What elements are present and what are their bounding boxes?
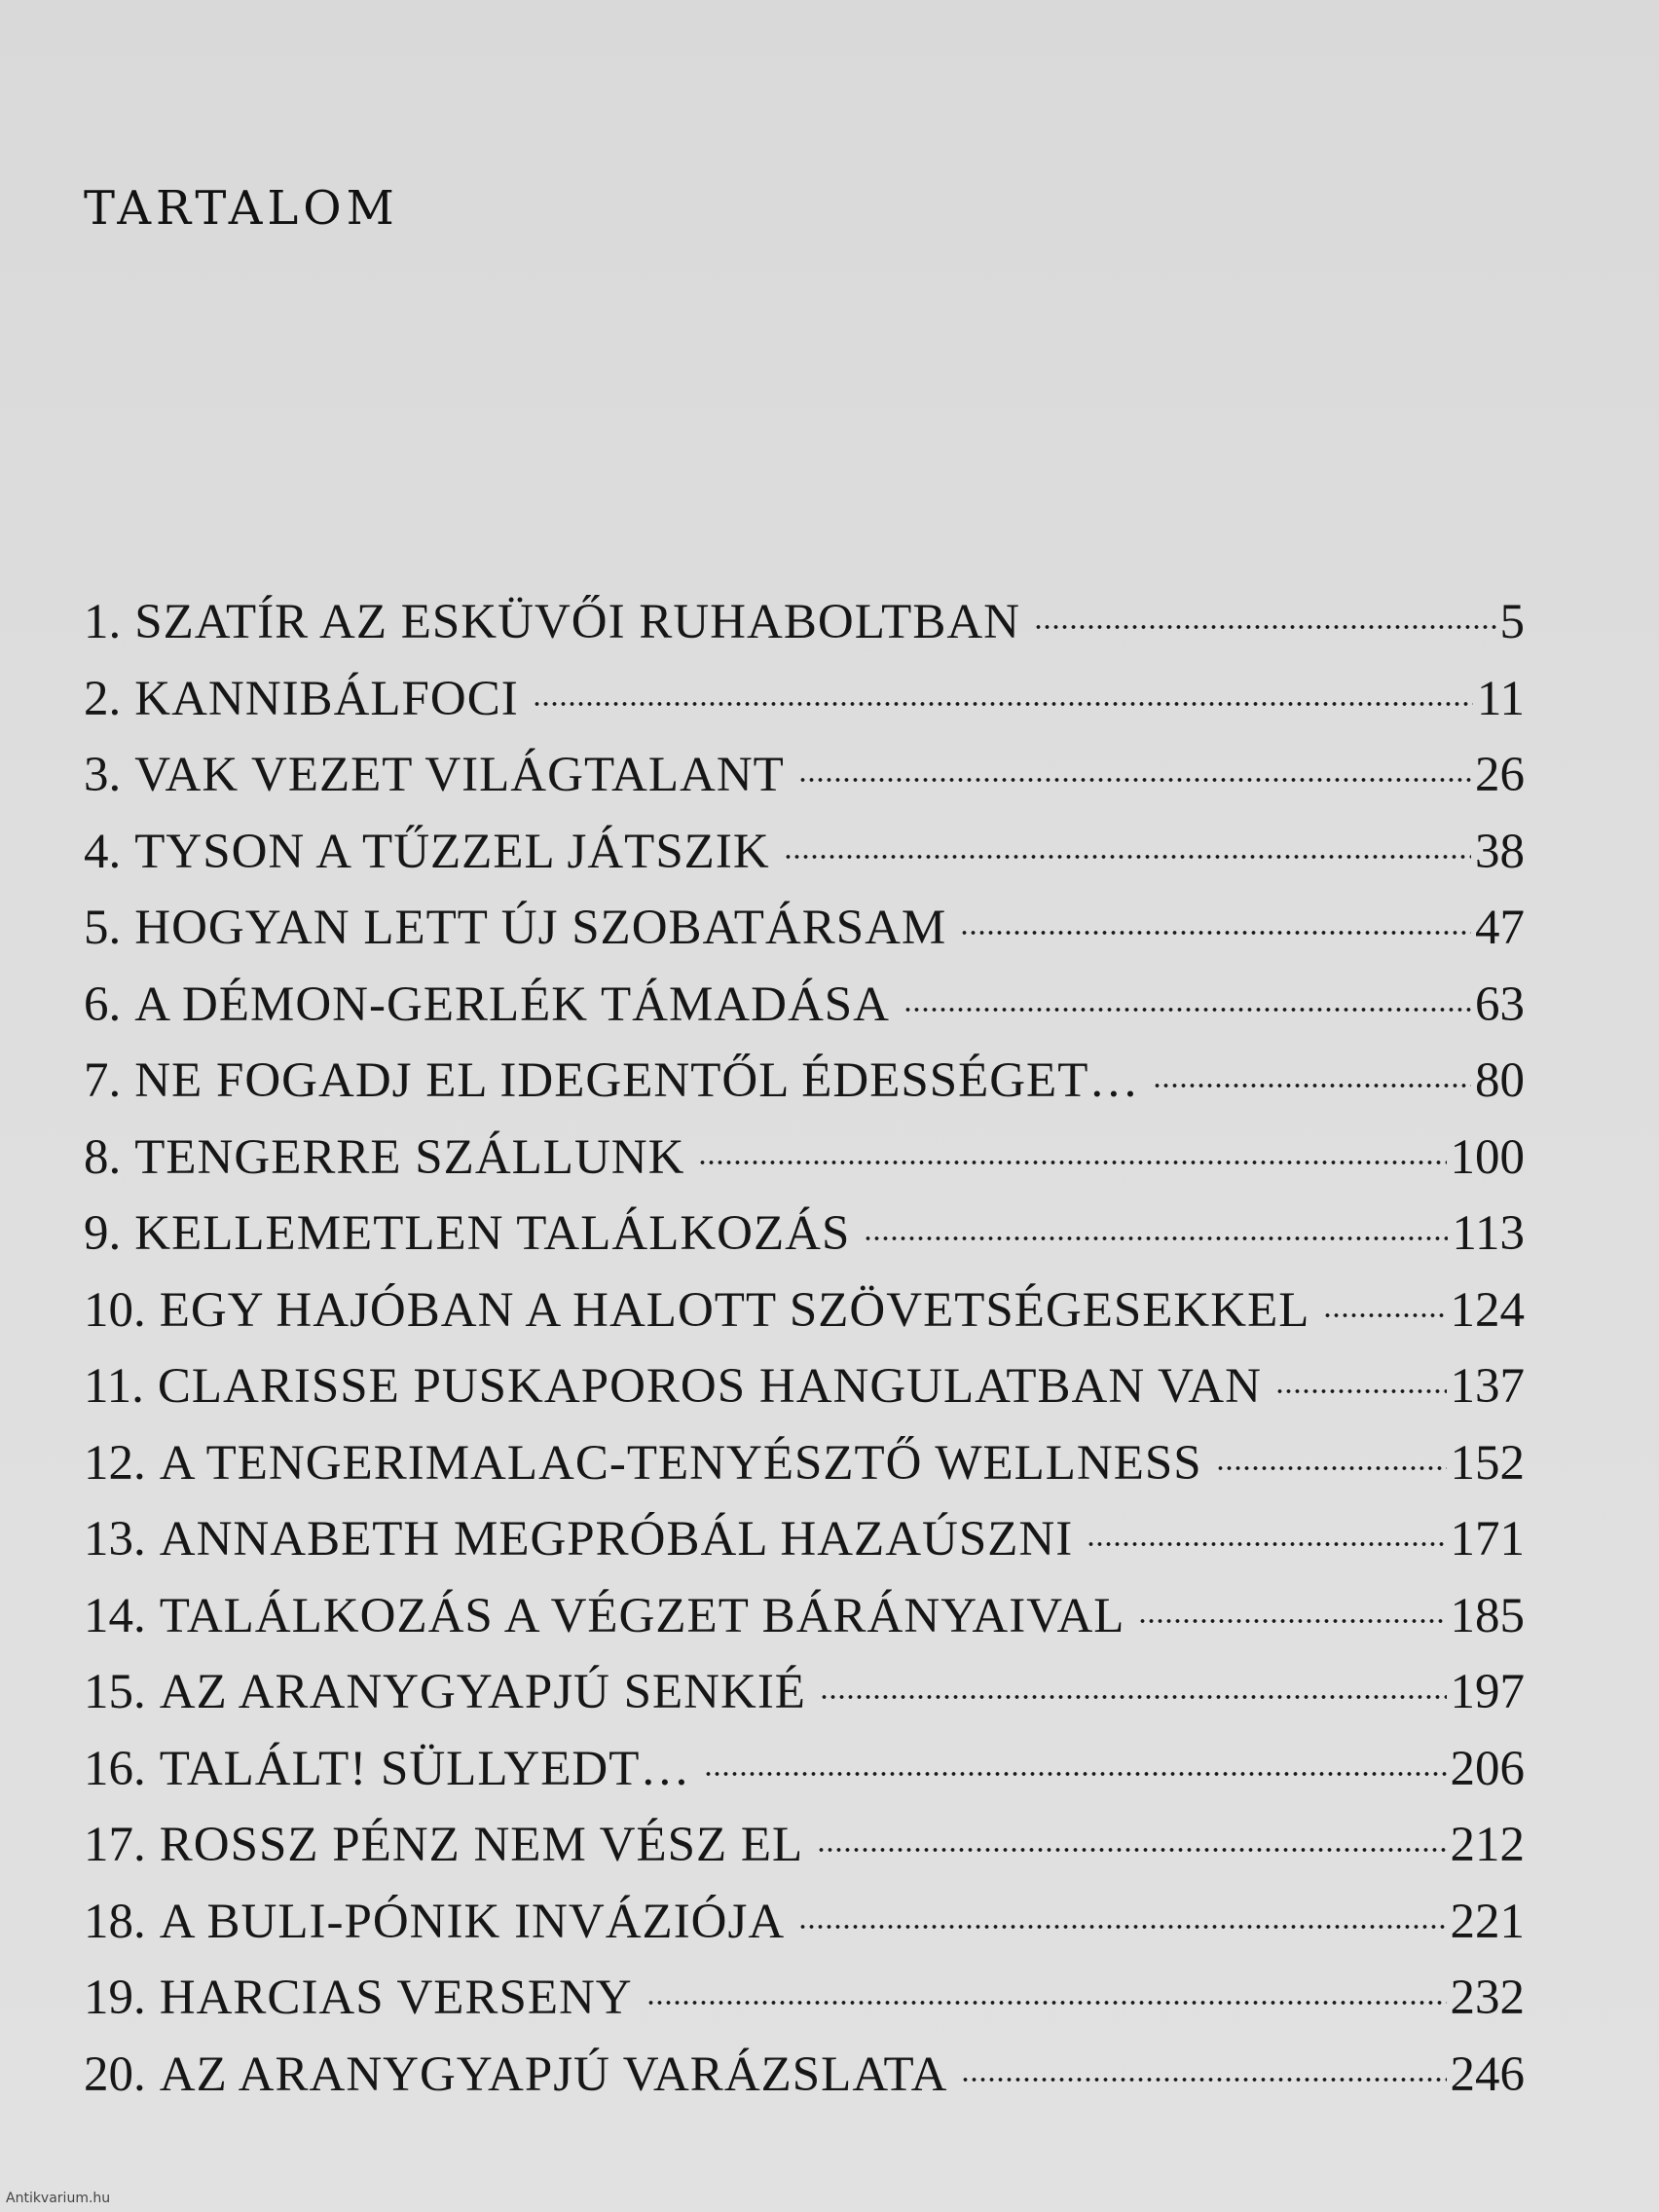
toc-list — [84, 584, 1525, 2113]
dot-leader — [1323, 1310, 1446, 1320]
entry-page-number: 11 — [1476, 671, 1525, 726]
entry-page-number: 38 — [1475, 824, 1525, 879]
entry-title: NE FOGADJ EL IDEGENTŐL ÉDESSÉGET… — [134, 1053, 1140, 1108]
entry-number: 4. — [84, 824, 122, 879]
toc-entry — [84, 967, 1525, 1044]
dot-leader — [817, 1845, 1446, 1855]
entry-number: 3. — [84, 748, 122, 802]
dot-leader — [798, 1922, 1446, 1932]
entry-page-number: 124 — [1450, 1282, 1525, 1338]
entry-page-number: 137 — [1450, 1359, 1525, 1414]
dot-leader — [704, 1769, 1446, 1779]
entry-title: HOGYAN LETT ÚJ SZOBATÁRSAM — [134, 901, 947, 955]
dot-leader — [903, 1005, 1471, 1014]
entry-page-number: 206 — [1450, 1741, 1525, 1796]
toc-entry — [84, 1807, 1525, 1884]
entry-page-number: 197 — [1450, 1665, 1525, 1719]
entry-number: 13. — [84, 1512, 146, 1567]
entry-number: 12. — [84, 1435, 146, 1491]
entry-number: 19. — [84, 1971, 146, 2025]
entry-page-number: 232 — [1450, 1971, 1525, 2025]
toc-entry — [84, 1043, 1525, 1120]
entry-page-number: 246 — [1450, 2046, 1525, 2102]
entry-title: TALÁLKOZÁS A VÉGZET BÁRÁNYAIVAL — [159, 1588, 1125, 1643]
toc-entry — [84, 1884, 1525, 1961]
entry-title: TYSON A TŰZZEL JÁTSZIK — [134, 824, 770, 879]
toc-entry — [84, 1348, 1525, 1425]
dot-leader — [1153, 1081, 1471, 1090]
entry-number: 14. — [84, 1588, 146, 1643]
entry-page-number: 185 — [1450, 1588, 1525, 1643]
toc-entry — [84, 814, 1525, 891]
entry-page-number: 63 — [1475, 977, 1525, 1032]
entry-title: AZ ARANYGYAPJÚ SENKIÉ — [159, 1665, 806, 1719]
dot-leader — [798, 775, 1471, 785]
entry-page-number: 152 — [1450, 1435, 1525, 1491]
entry-number: 1. — [84, 595, 122, 649]
entry-number: 10. — [84, 1282, 146, 1338]
entry-title: CLARISSE PUSKAPOROS HANGULATBAN VAN — [157, 1359, 1262, 1414]
entry-title: EGY HAJÓBAN A HALOTT SZÖVETSÉGESEKKEL — [159, 1282, 1310, 1338]
entry-number: 15. — [84, 1665, 146, 1719]
entry-number: 5. — [84, 901, 122, 955]
toc-entry — [84, 1120, 1525, 1197]
dot-leader — [784, 852, 1471, 862]
entry-number: 18. — [84, 1894, 146, 1949]
entry-number: 8. — [84, 1129, 122, 1185]
entry-page-number: 47 — [1475, 901, 1525, 955]
entry-page-number: 100 — [1450, 1129, 1525, 1185]
entry-title: ANNABETH MEGPRÓBÁL HAZAÚSZNI — [159, 1512, 1074, 1567]
entry-title: TALÁLT! SÜLLYEDT… — [159, 1741, 691, 1796]
entry-title: KELLEMETLEN TALÁLKOZÁS — [134, 1206, 851, 1261]
toc-entry — [84, 890, 1525, 967]
toc-entry — [84, 1272, 1525, 1349]
toc-entry — [84, 1578, 1525, 1655]
toc-entry — [84, 1731, 1525, 1808]
entry-number: 20. — [84, 2046, 146, 2102]
dot-leader — [961, 2075, 1446, 2084]
entry-title: SZATÍR AZ ESKÜVŐI RUHABOLTBAN — [134, 595, 1020, 649]
entry-page-number: 80 — [1475, 1053, 1525, 1108]
toc-entry — [84, 2037, 1525, 2114]
toc-entry — [84, 737, 1525, 814]
dot-leader — [960, 928, 1471, 938]
toc-title: TARTALOM — [84, 181, 399, 236]
dot-leader — [533, 699, 1473, 709]
dot-leader — [698, 1158, 1446, 1167]
toc-entry — [84, 661, 1525, 738]
toc-entry — [84, 584, 1525, 661]
entry-page-number: 212 — [1450, 1818, 1525, 1872]
entry-number: 7. — [84, 1053, 122, 1108]
dot-leader — [1275, 1386, 1447, 1396]
entry-page-number: 5 — [1499, 595, 1525, 649]
dot-leader — [646, 1998, 1447, 2008]
entry-number: 11. — [84, 1359, 144, 1414]
dot-leader — [820, 1692, 1447, 1702]
toc-entry — [84, 1960, 1525, 2037]
dot-leader — [1034, 622, 1496, 632]
watermark: Antikvarium.hu — [6, 2191, 111, 2206]
toc-entry — [84, 1425, 1525, 1502]
entry-number: 16. — [84, 1741, 146, 1796]
entry-title: HARCIAS VERSENY — [159, 1971, 633, 2025]
entry-title: TENGERRE SZÁLLUNK — [134, 1129, 685, 1185]
entry-title: A DÉMON-GERLÉK TÁMADÁSA — [134, 977, 890, 1032]
entry-page-number: 171 — [1450, 1512, 1525, 1567]
dot-leader — [864, 1234, 1448, 1243]
entry-page-number: 113 — [1452, 1206, 1525, 1261]
toc-entry — [84, 1654, 1525, 1731]
dot-leader — [1087, 1539, 1446, 1549]
entry-number: 2. — [84, 671, 122, 726]
entry-page-number: 26 — [1475, 748, 1525, 802]
entry-page-number: 221 — [1450, 1894, 1525, 1949]
dot-leader — [1216, 1463, 1447, 1473]
entry-title: AZ ARANYGYAPJÚ VARÁZSLATA — [159, 2046, 948, 2102]
dot-leader — [1138, 1616, 1446, 1626]
entry-number: 6. — [84, 977, 122, 1032]
entry-number: 17. — [84, 1818, 146, 1872]
entry-title: ROSSZ PÉNZ NEM VÉSZ EL — [159, 1818, 804, 1872]
entry-number: 9. — [84, 1206, 122, 1261]
toc-entry — [84, 1501, 1525, 1578]
entry-title: A BULI-PÓNIK INVÁZIÓJA — [159, 1894, 786, 1949]
entry-title: A TENGERIMALAC-TENYÉSZTŐ WELLNESS — [159, 1435, 1202, 1491]
toc-entry — [84, 1196, 1525, 1272]
entry-title: KANNIBÁLFOCI — [134, 671, 519, 726]
entry-title: VAK VEZET VILÁGTALANT — [134, 748, 785, 802]
